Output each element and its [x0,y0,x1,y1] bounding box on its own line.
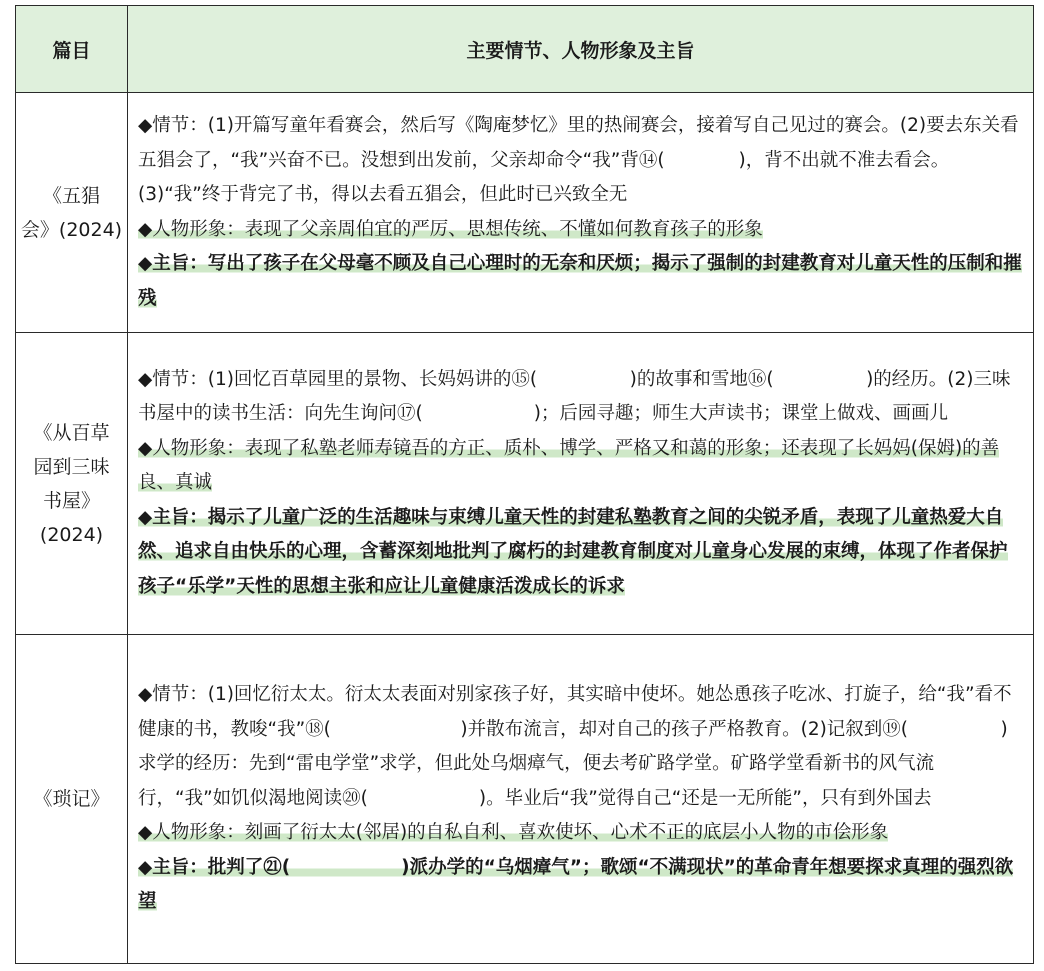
plot-text: ◆情节：(1)开篇写童年看赛会，然后写《陶庵梦忆》里的热闹赛会，接着写自己见过的赛会。(2)要去东关看五猖会了，“我”兴奋不已。没想到出发前，父亲却命令“我”背⑭( )，背不出就不准去看会。(3)“我”终于背完了书，得以去看五猖会，但此时已兴致全无 [138,115,1019,205]
work-title [16,93,128,333]
work-title-line: 《从百草 [33,421,110,444]
content-cell [128,635,1034,964]
character-text: ◆人物形象：表现了私塾老师寿镜吾的方正、质朴、博学、严格又和蔼的形象；还表现了长妈妈(保姆)的善良、真诚 [138,437,1000,494]
summary-table [15,5,1034,964]
content-cell [128,333,1034,635]
table-row [16,635,1034,964]
header-row [16,6,1034,93]
theme-text: ◆主旨：揭示了儿童广泛的生活趣味与束缚儿童天性的封建私塾教育之间的尖锐矛盾，表现了儿童热爱大自然、追求自由快乐的心理，含蓄深刻地批判了腐朽的封建教育制度对儿童身心发展的束缚，体现了作者保护孩子“乐学”天性的思想主张和应让儿童健康活泼成长的诉求 [138,506,1008,597]
content-cell [128,93,1034,333]
work-title-line: 《五猖 [42,184,100,207]
work-title-line: 园到三味 [33,455,110,478]
work-title-line: (2024) [39,523,104,546]
plot-text: ◆情节：(1)回忆百草园里的景物、长妈妈讲的⑮( )的故事和雪地⑯( )的经历。(2)三味书屋中的读书生活：向先生询问⑰( )；后园寻趣；师生大声读书；课堂上做戏、画画儿 [138,368,1011,425]
work-title [16,635,128,964]
header-content: 主要情节、人物形象及主旨 [128,6,1034,93]
header-title: 篇目 [16,6,128,93]
character-text: ◆人物形象：刻画了衍太太(邻居)的自私自利、喜欢使坏、心术不正的底层小人物的市侩形象 [138,822,889,844]
table-row [16,333,1034,635]
character-text: ◆人物形象：表现了父亲周伯宜的严厉、思想传统、不懂如何教育孩子的形象 [138,218,763,240]
work-title-line: 会》(2024) [20,218,123,241]
work-title-line: 《琐记》 [33,788,110,810]
theme-text: ◆主旨：批判了㉑( )派办学的“乌烟瘴气”；歌颂“不满现状”的革命青年想要探求真理的强烈欲望 [138,856,1014,913]
plot-text: ◆情节：(1)回忆衍太太。衍太太表面对别家孩子好，其实暗中使坏。她怂恿孩子吃冰、打旋子，给“我”看不健康的书，教唆“我”⑱( )并散布流言，却对自己的孩子严格教育。(2)记叙到⑲( )求学的经历：先到“雷电学堂”求学，但此处乌烟瘴气，便去考矿路学堂。矿路学堂看新书的风气流行，“我”如饥似渴地阅读⑳( )。毕业后“我”觉得自己“还是一无所能”，只有到外国去 [138,684,1012,809]
theme-text: ◆主旨：写出了孩子在父母毫不顾及自己心理时的无奈和厌烦；揭示了强制的封建教育对儿童天性的压制和摧残 [138,253,1022,309]
table-row [16,93,1034,333]
work-title [16,333,128,635]
work-title-line: 书屋》 [42,489,100,512]
